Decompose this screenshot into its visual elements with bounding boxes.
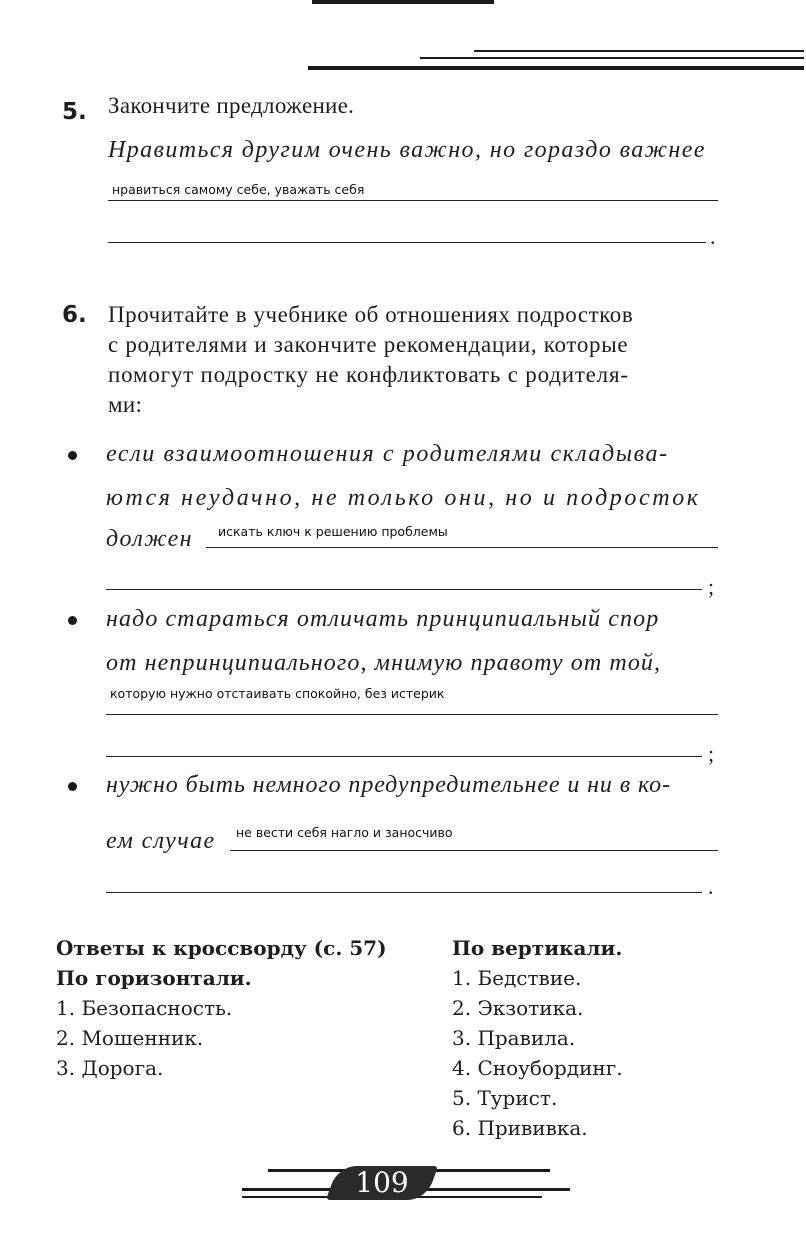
crossword-title: Ответы к кроссворду (с. 57) — [56, 936, 387, 960]
item-1-answer-line-2 — [106, 589, 702, 590]
crossword-horizontal-3: 3. Дорога. — [56, 1056, 164, 1080]
crossword-horizontal-1: 1. Безопасность. — [56, 996, 233, 1020]
item-2-line-2: от непринципиального, мнимую правоту от той, — [106, 650, 662, 676]
item-1-end-punct: ; — [708, 574, 715, 599]
page-number: 109 — [355, 1166, 409, 1199]
item-2-answer-line-1 — [106, 714, 718, 715]
item-3-line-2: ем случае — [106, 828, 216, 854]
bullet-icon — [68, 616, 77, 625]
crossword-horizontal-2: 2. Мошенник. — [56, 1026, 204, 1050]
bullet-icon — [68, 782, 77, 791]
crossword-right-column — [452, 933, 623, 1143]
task-5-answer-line-1 — [108, 200, 718, 201]
task-6-prompt-line-2: с родителями и закончите рекомендации, которые — [108, 332, 629, 357]
task-5-sentence: Нравиться другим очень важно, но гораздо важнее — [108, 137, 706, 163]
item-3-line-1: нужно быть немного предупредительнее и ни в ко- — [106, 772, 671, 798]
item-1-answer: искать ключ к решению проблемы — [218, 524, 448, 539]
item-1-line-2: ются неудачно, не только они, но и подросток — [106, 485, 701, 511]
header-rule-3 — [308, 66, 804, 70]
crossword-vertical-3: 3. Правила. — [452, 1026, 576, 1050]
task-5-number: 5. — [62, 99, 87, 125]
task-5-prompt: Закончите предложение. — [108, 93, 355, 118]
item-1-line-3: должен — [106, 526, 193, 552]
task-6-prompt-line-4: ми: — [108, 392, 143, 417]
task-6-prompt-line-1: Прочитайте в учебнике об отношениях подростков — [108, 302, 634, 327]
item-3-end-punct: . — [708, 874, 714, 899]
item-3-answer: не вести себя нагло и заносчиво — [236, 825, 453, 840]
item-2-answer-line-2 — [106, 756, 702, 757]
bullet-icon — [68, 451, 77, 460]
header-rule-2 — [420, 57, 804, 59]
header-rule-1 — [474, 50, 804, 52]
task-6-number: 6. — [62, 302, 87, 328]
task-5-answer: нравиться самому себе, уважать себя — [112, 182, 365, 197]
item-2-end-punct: ; — [708, 741, 715, 766]
item-1-line-1: если взаимоотношения с родителями складыва- — [106, 441, 669, 467]
item-1-answer-line-1 — [206, 547, 718, 548]
item-2-line-1: надо стараться отличать принципиальный спор — [106, 606, 660, 632]
crossword-vertical-title: По вертикали. — [452, 936, 623, 960]
task-5-end-punct: . — [710, 224, 716, 249]
task-5-answer-line-2 — [108, 242, 706, 243]
crossword-vertical-1: 1. Бедствие. — [452, 966, 582, 990]
crossword-horizontal-title: По горизонтали. — [56, 966, 252, 990]
item-3-answer-line-1 — [230, 850, 718, 851]
task-6-prompt-line-3: помогут подростку не конфликтовать с родителя- — [108, 362, 629, 387]
crossword-vertical-6: 6. Прививка. — [452, 1116, 588, 1140]
crossword-vertical-4: 4. Сноубординг. — [452, 1056, 623, 1080]
item-3-answer-line-2 — [106, 892, 702, 893]
crossword-vertical-5: 5. Турист. — [452, 1086, 558, 1110]
header-rule-top — [312, 0, 494, 4]
crossword-vertical-2: 2. Экзотика. — [452, 996, 584, 1020]
crossword-left-column — [56, 933, 387, 1083]
item-2-answer: которую нужно отстаивать спокойно, без истерик — [110, 686, 445, 701]
